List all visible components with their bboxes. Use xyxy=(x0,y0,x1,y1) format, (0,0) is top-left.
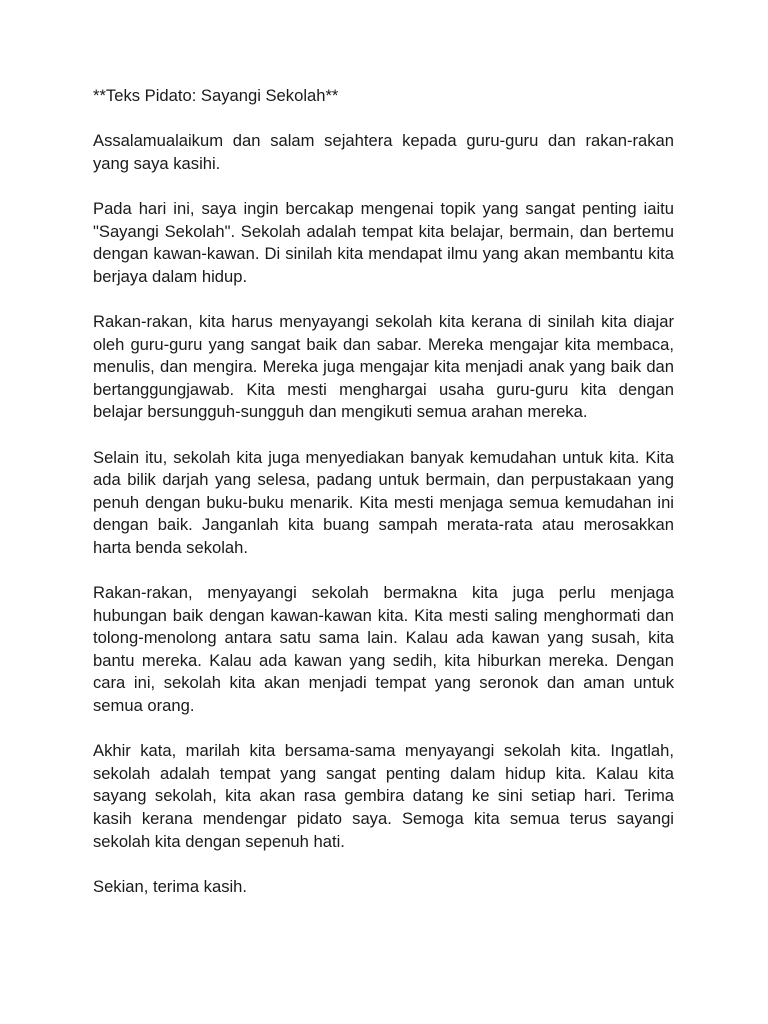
paragraph-facilities: Selain itu, sekolah kita juga menyediakan banyak kemudahan untuk kita. Kita ada bilik darjah yang selesa, padang untuk bermain, dan perpustakaan yang penuh dengan buku-buku menarik. Kita mesti menjaga semua kemudahan ini dengan baik. Janganlah kita buang sampah merata-rata atau merosakkan harta benda sekolah. xyxy=(93,447,674,557)
document-body xyxy=(93,85,674,898)
paragraph-teachers: Rakan-rakan, kita harus menyayangi sekolah kita kerana di sinilah kita diajar oleh guru-guru yang sangat baik dan sabar. Mereka mengajar kita membaca, menulis, dan mengira. Mereka juga mengajar kita menjadi anak yang baik dan bertanggungjawab. Kita mesti menghargai usaha guru-guru kita dengan belajar bersungguh-sungguh dan mengikuti semua arahan mereka. xyxy=(93,311,674,422)
paragraph-closing: Sekian, terima kasih. xyxy=(93,876,248,896)
paragraph-conclusion: Akhir kata, marilah kita bersama-sama menyayangi sekolah kita. Ingatlah, sekolah adalah tempat yang sangat penting dalam hidup kita. Kalau kita sayang sekolah, kita akan rasa gembira datang ke sini setiap hari. Terima kasih kerana mendengar pidato saya. Semoga kita semua terus sayangi sekolah kita dengan sepenuh hati. xyxy=(93,741,674,851)
document-title: **Teks Pidato: Sayangi Sekolah** xyxy=(93,86,339,105)
paragraph-introduction: Pada hari ini, saya ingin bercakap mengenai topik yang sangat penting iaitu "Sayangi Sekolah". Sekolah adalah tempat kita belajar, bermain, dan bertemu dengan kawan-kawan. Di sinilah kita mendapat ilmu yang akan membantu kita berjaya dalam hidup. xyxy=(93,198,674,286)
paragraph-friendship: Rakan-rakan, menyayangi sekolah bermakna kita juga perlu menjaga hubungan baik dengan kawan-kawan kita. Kita mesti saling menghormati dan tolong-menolong antara satu sama lain. Kalau ada kawan yang susah, kita bantu mereka. Kalau ada kawan yang sedih, kita hiburkan mereka. Dengan cara ini, sekolah kita akan menjadi tempat yang seronok dan aman untuk semua orang. xyxy=(93,583,674,716)
paragraph-greeting: Assalamualaikum dan salam sejahtera kepada guru-guru dan rakan-rakan yang saya kasihi. xyxy=(93,131,674,173)
